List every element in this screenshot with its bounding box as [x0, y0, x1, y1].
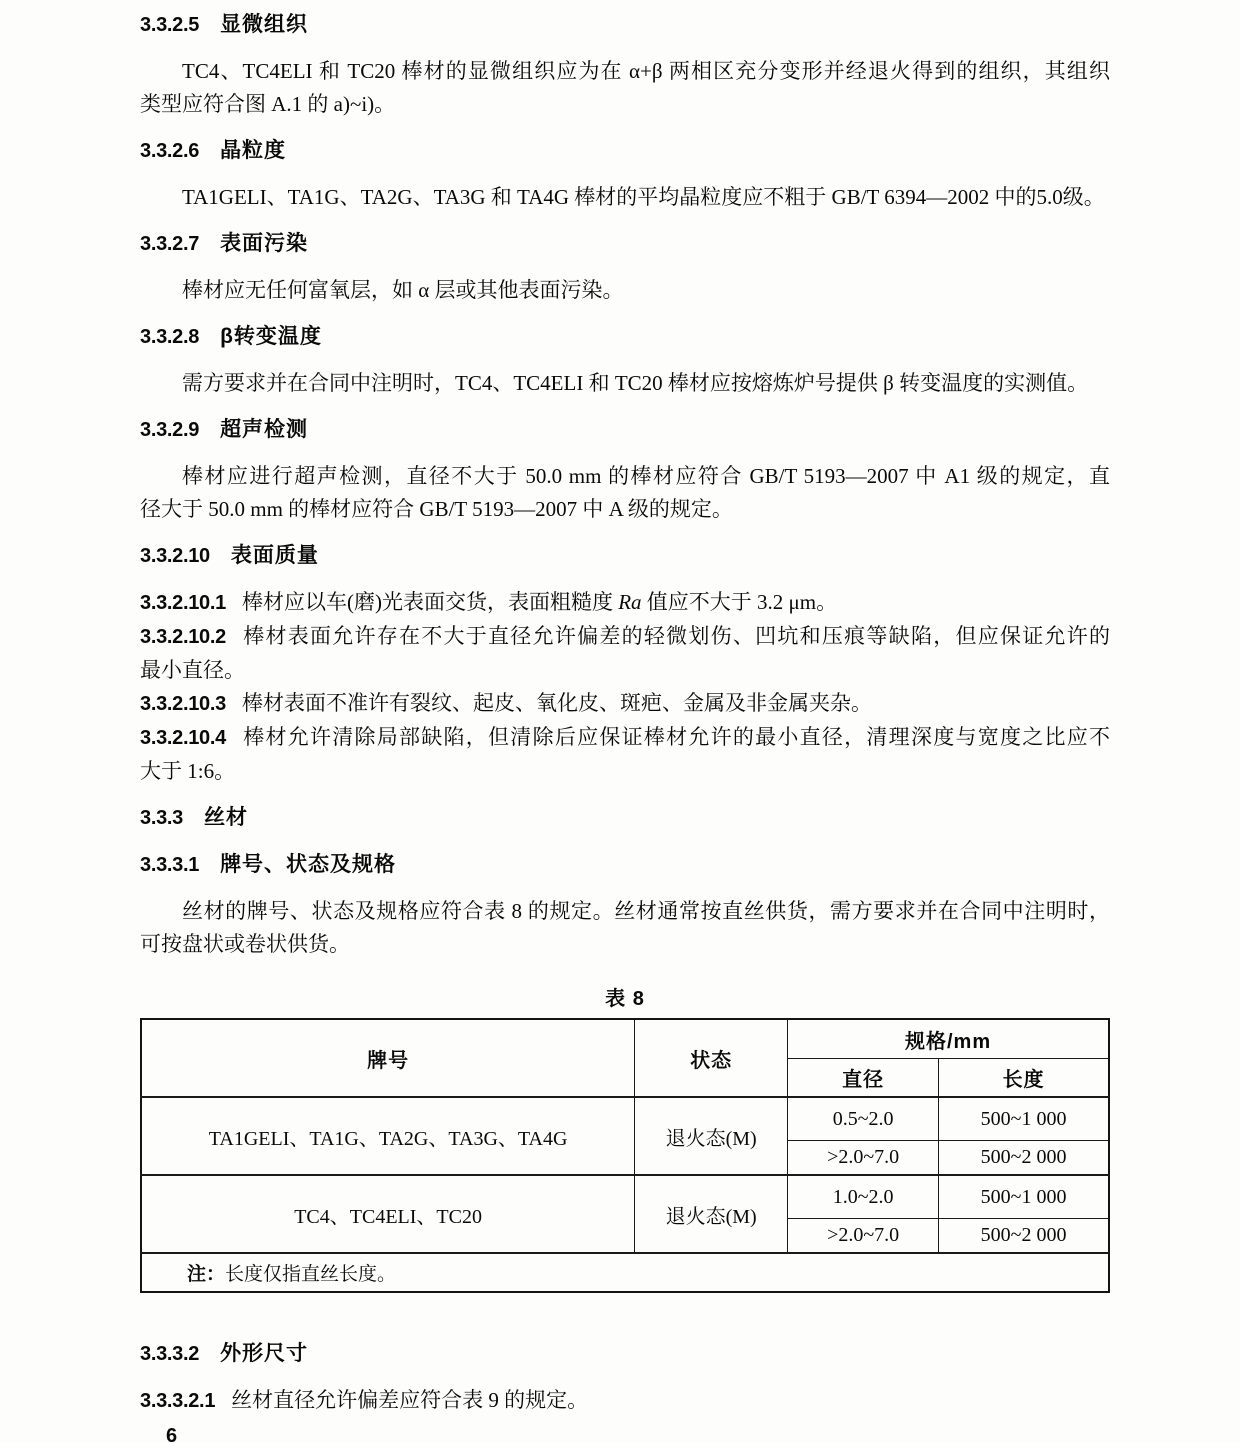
- cell-diameter: 1.0~2.0: [788, 1175, 939, 1219]
- cell-diameter: >2.0~7.0: [788, 1141, 939, 1176]
- clause-title: 丝材: [203, 806, 248, 829]
- paragraph-ultrasonic: [140, 460, 1110, 526]
- clause-text: 棒材允许清除局部缺陷，但清除后应保证棒材允许的最小直径，清理深度与宽度之比应不: [241, 725, 1110, 749]
- table-note-row: [141, 1253, 1109, 1292]
- clause-3.3.2.10.2: [140, 620, 1110, 687]
- clause-heading-3.3.2.6: [140, 134, 1110, 168]
- cell-diameter: >2.0~7.0: [788, 1219, 939, 1254]
- cell-length: 500~2 000: [939, 1141, 1109, 1176]
- paragraph-line: 可按盘状或卷状供货。: [140, 932, 350, 956]
- clause-text: 棒材表面允许存在不大于直径允许偏差的轻微划伤、凹坑和压痕等缺陷，但应保证允许的: [241, 624, 1110, 648]
- paragraph-line: 类型应符合图 A.1 的 a)~i)。: [140, 92, 396, 116]
- table-8-caption: 表 8: [605, 988, 645, 1010]
- clause-title: 外形尺寸: [220, 1342, 309, 1365]
- clause-3.3.2.10.3: [140, 687, 1110, 721]
- clause-heading-3.3.2.9: [140, 413, 1110, 447]
- cell-diameter: 0.5~2.0: [788, 1097, 939, 1141]
- cell-state: 退火态(M): [635, 1175, 788, 1253]
- clause-number: 3.3.3.2.1: [140, 1390, 216, 1412]
- paragraph-line: 径大于 50.0 mm 的棒材应符合 GB/T 5193—2007 中 A 级的规定。: [140, 497, 733, 521]
- table-header-row: [141, 1019, 1109, 1059]
- paragraph-line: 需方要求并在合同中注明时，TC4、TC4ELI 和 TC20 棒材应按熔炼炉号提供 β 转变温度的实测值。: [182, 371, 1089, 395]
- paragraph-line: [140, 1384, 1110, 1418]
- clause-3.3.2.10.1: [140, 586, 1110, 620]
- clause-title: 显微组织: [220, 13, 309, 36]
- clause-title: 牌号、状态及规格: [220, 853, 397, 876]
- clause-number: 3.3.2.10.1: [140, 592, 226, 614]
- clause-heading-3.3.2.10: [140, 539, 1110, 573]
- clause-title: 表面质量: [230, 544, 319, 567]
- clause-number: 3.3.2.7: [140, 233, 200, 255]
- column-header-diameter: 直径: [788, 1059, 939, 1098]
- clause-title: 晶粒度: [220, 139, 287, 162]
- roughness-symbol: Ra: [618, 590, 642, 614]
- clause-number: 3.3.3.1: [140, 854, 200, 876]
- clause-heading-3.3.3: [140, 801, 1110, 835]
- clause-heading-3.3.3.2: [140, 1337, 1110, 1371]
- paragraph-line: 棒材应无任何富氧层，如 α 层或其他表面污染。: [182, 278, 624, 302]
- column-header-state: 状态: [635, 1019, 788, 1097]
- note-label: 注：: [187, 1264, 226, 1285]
- clause-title: 表面污染: [220, 232, 309, 255]
- paragraph-line: [140, 620, 1110, 654]
- cell-length: 500~1 000: [939, 1175, 1109, 1219]
- clause-3.3.3.2.1: [140, 1384, 1110, 1418]
- paragraph-wire-spec: [140, 895, 1110, 961]
- clause-number: 3.3.2.10: [140, 545, 210, 567]
- clause-text: 丝材直径允许偏差应符合表 9 的规定。: [231, 1388, 589, 1412]
- clause-text: 棒材表面不准许有裂纹、起皮、氧化皮、斑疤、金属及非金属夹杂。: [241, 691, 872, 715]
- cell-state: 退火态(M): [635, 1097, 788, 1175]
- cell-length: 500~2 000: [939, 1219, 1109, 1254]
- clause-number: 3.3.2.9: [140, 419, 200, 441]
- page-number: 6: [166, 1425, 178, 1443]
- clause-heading-3.3.2.7: [140, 227, 1110, 261]
- clause-heading-3.3.2.5: [140, 8, 1110, 42]
- clause-title: 超声检测: [220, 418, 309, 441]
- note-text: 长度仅指直丝长度。: [225, 1264, 397, 1285]
- clause-3.3.2.10.4: [140, 721, 1110, 788]
- clause-number: 3.3.2.5: [140, 14, 200, 36]
- paragraph-surface-contamination: [140, 274, 1110, 307]
- paragraph-line: 最小直径。: [140, 658, 245, 682]
- column-header-spec: 规格/mm: [788, 1019, 1109, 1059]
- clause-number: 3.3.2.8: [140, 326, 200, 348]
- clause-number: 3.3.2.10.2: [140, 626, 226, 648]
- paragraph-line: TC4、TC4ELI 和 TC20 棒材的显微组织应为在 α+β 两相区充分变形并经退火得到的组织，其组织: [182, 59, 1110, 83]
- clause-text: 值应不大于 3.2 μm。: [641, 590, 838, 614]
- paragraph-line: [140, 687, 1110, 721]
- clause-number: 3.3.2.6: [140, 140, 200, 162]
- paragraph-line: 大于 1:6。: [140, 759, 236, 783]
- clause-number: 3.3.2.10.3: [140, 693, 226, 715]
- column-header-grade: 牌号: [141, 1019, 635, 1097]
- column-header-length: 长度: [939, 1059, 1109, 1098]
- table-row: [141, 1175, 1109, 1219]
- paragraph-line: 棒材应进行超声检测，直径不大于 50.0 mm 的棒材应符合 GB/T 5193—2007 中 A1 级的规定，直: [182, 464, 1110, 488]
- clause-number: 3.3.3.2: [140, 1343, 200, 1365]
- paragraph-line: 丝材的牌号、状态及规格应符合表 8 的规定。丝材通常按直丝供货，需方要求并在合同中注明时，: [182, 899, 1110, 923]
- clause-title: β转变温度: [220, 325, 322, 348]
- paragraph-beta-temperature: [140, 367, 1110, 400]
- cell-grade: TA1GELI、TA1G、TA2G、TA3G、TA4G: [141, 1097, 635, 1175]
- clause-heading-3.3.3.1: [140, 848, 1110, 882]
- clause-heading-3.3.2.8: [140, 320, 1110, 354]
- cell-length: 500~1 000: [939, 1097, 1109, 1141]
- table-row: [141, 1097, 1109, 1141]
- paragraph-line: [140, 586, 1110, 620]
- paragraph-microstructure: [140, 55, 1110, 121]
- paragraph-line: [140, 721, 1110, 755]
- paragraph-grain-size: [140, 181, 1110, 214]
- table-8: [140, 1018, 1110, 1293]
- clause-text: 棒材应以车(磨)光表面交货，表面粗糙度: [241, 590, 619, 614]
- paragraph-line: TA1GELI、TA1G、TA2G、TA3G 和 TA4G 棒材的平均晶粒度应不粗于 GB/T 6394—2002 中的5.0级。: [182, 185, 1105, 209]
- document-content: [140, 0, 1110, 1443]
- table-note: [141, 1253, 1109, 1292]
- clause-number: 3.3.2.10.4: [140, 727, 226, 749]
- clause-number: 3.3.3: [140, 807, 183, 829]
- cell-grade: TC4、TC4ELI、TC20: [141, 1175, 635, 1253]
